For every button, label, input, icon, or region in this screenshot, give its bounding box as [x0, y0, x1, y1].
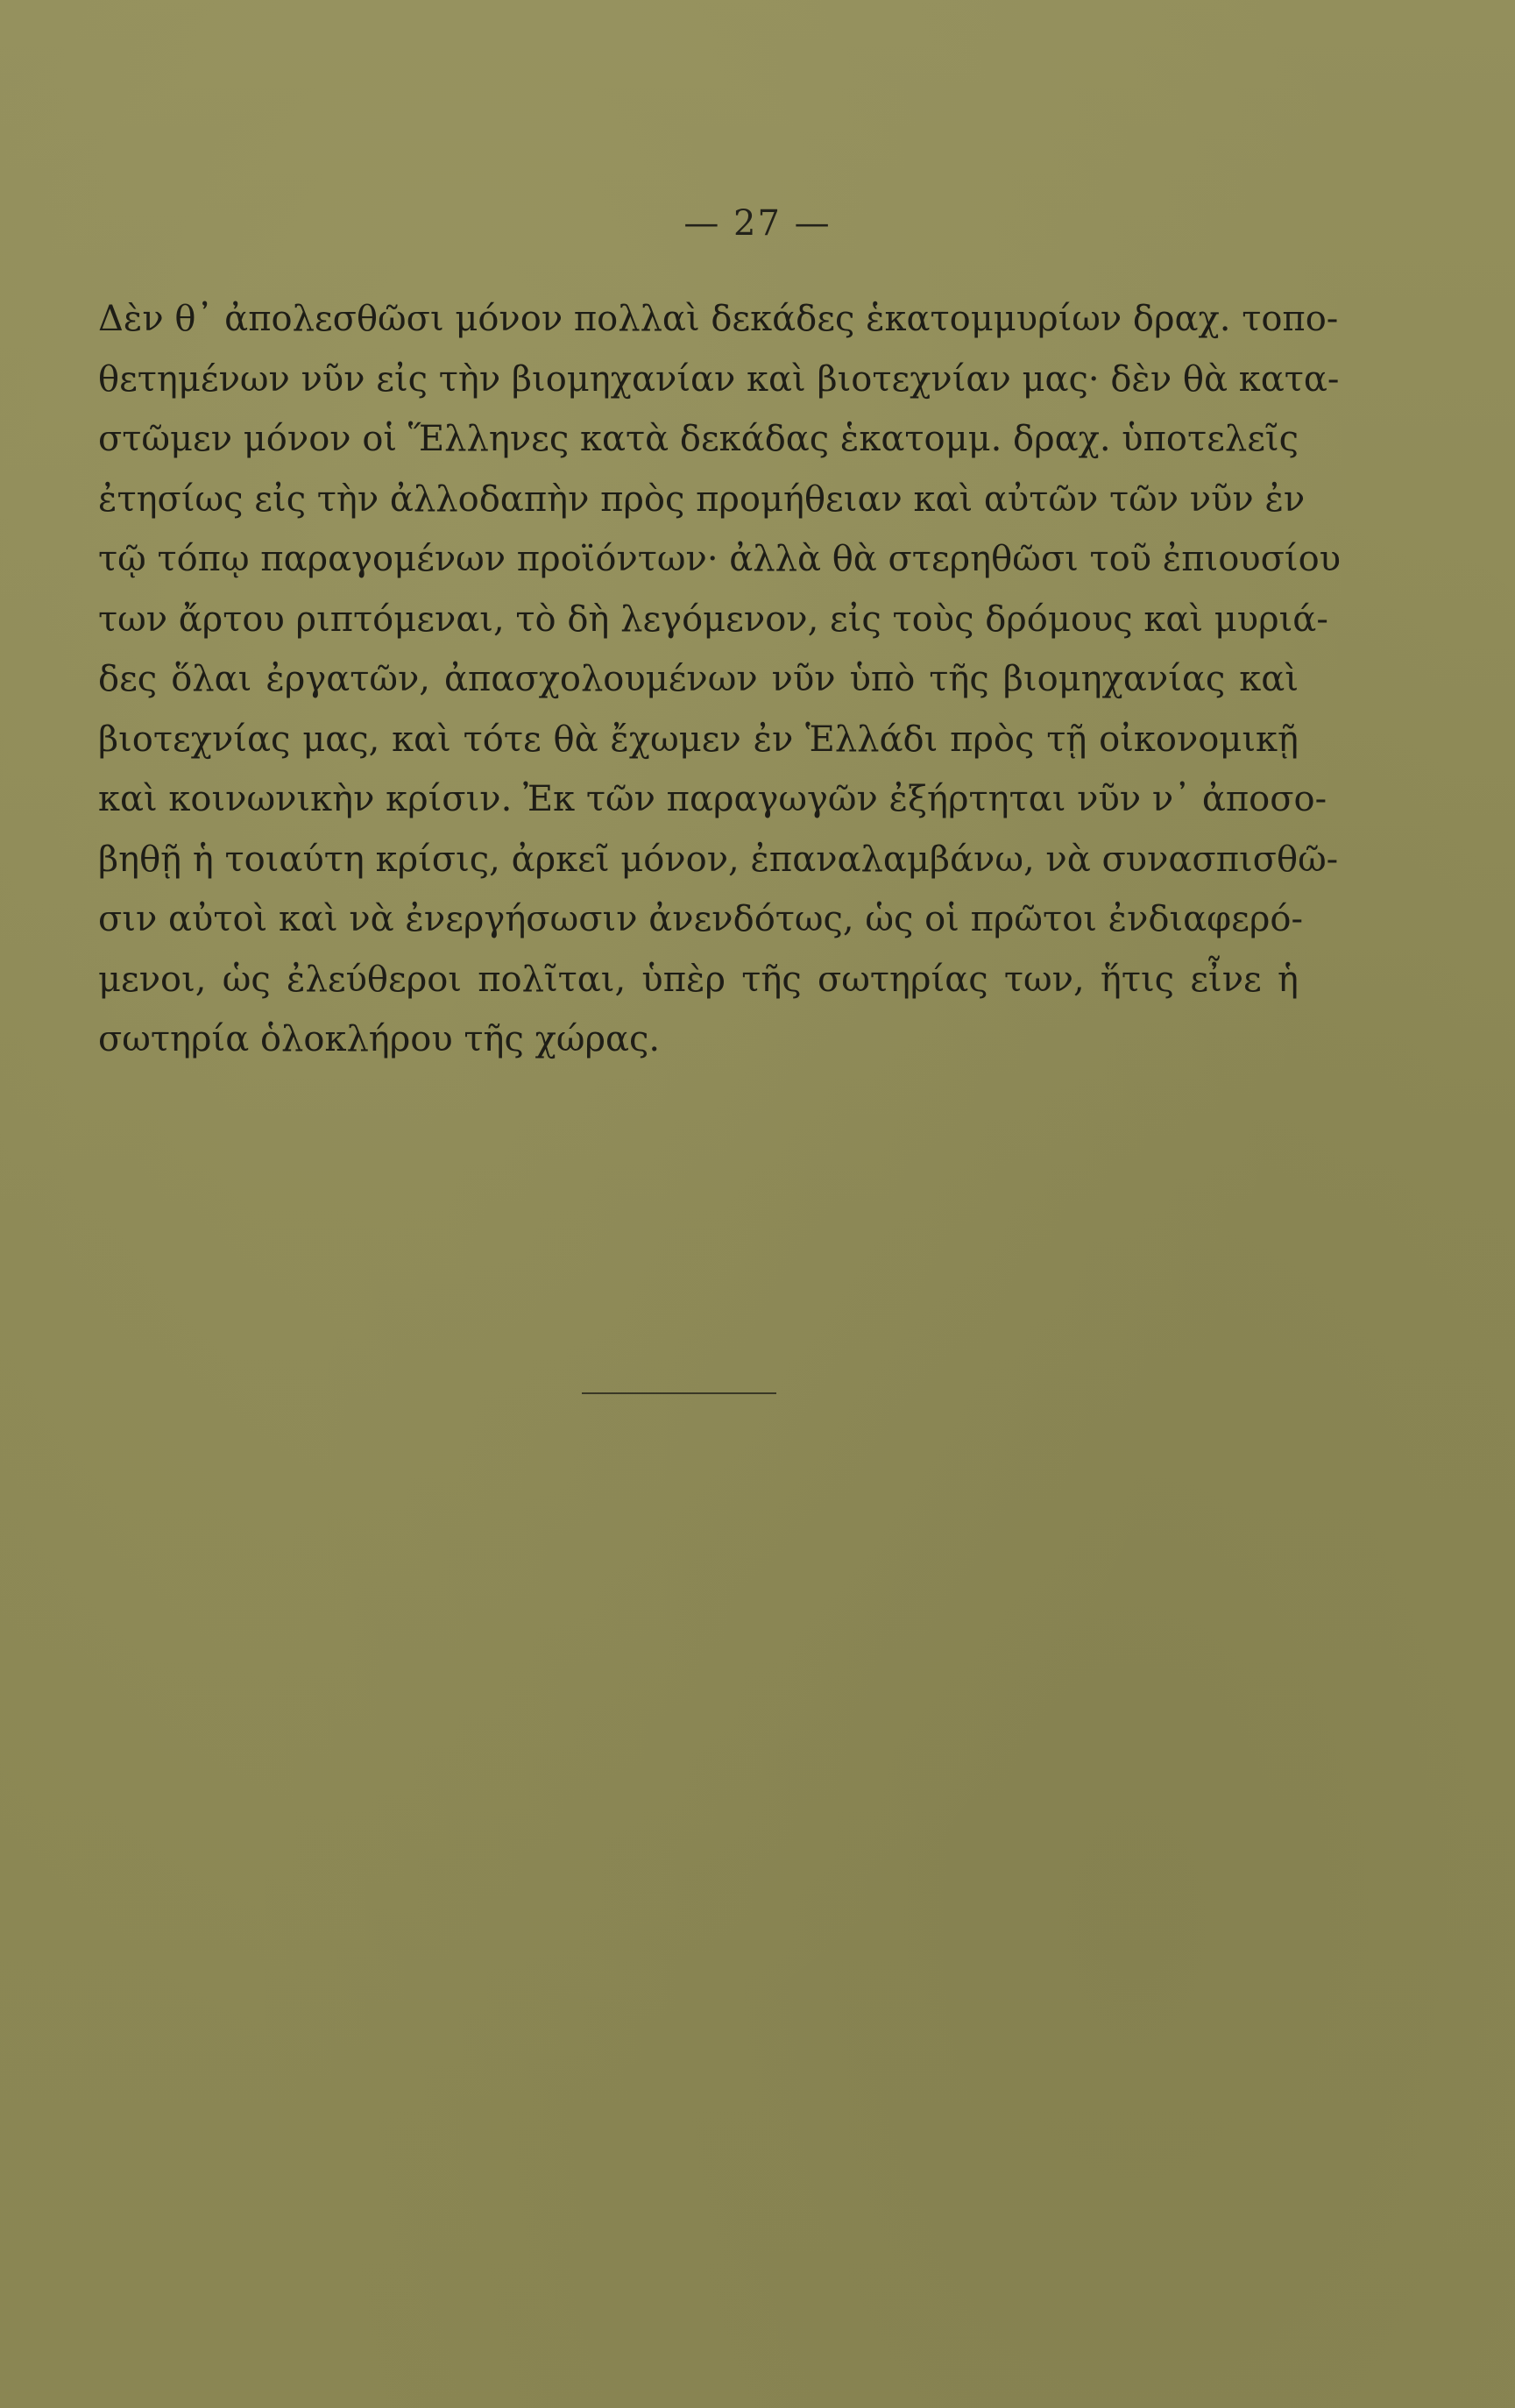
text-line: των ἄρτου ριπτόμεναι, τὸ δὴ λεγόμενον, εἰς τοὺς δρόμους καὶ μυριά-	[98, 598, 1328, 640]
text-line: βηθῇ ἡ τοιαύτη κρίσις, ἀρκεῖ μόνον, ἐπαναλαμβάνω, νὰ συνασπισθῶ-	[98, 839, 1339, 880]
body-paragraph	[98, 289, 1342, 1070]
section-divider-rule	[582, 1392, 776, 1394]
text-line: δες ὅλαι ἐργατῶν, ἀπασχολουμένων νῦν ὑπὸ τῆς βιομηχανίας καὶ	[98, 659, 1299, 699]
text-line: μενοι, ὡς ἐλεύθεροι πολῖται, ὑπὲρ τῆς σωτηρίας των, ἥτις εἶνε ἡ	[98, 959, 1299, 1000]
text-line: τῷ τόπῳ παραγομένων προϊόντων· ἀλλὰ θὰ στερηθῶσι τοῦ ἐπιουσίου	[98, 539, 1342, 579]
text-line: θετημένων νῦν εἰς τὴν βιομηχανίαν καὶ βιοτεχνίαν μας· δὲν θὰ κατα-	[98, 358, 1340, 400]
text-line: σιν αὐτοὶ καὶ νὰ ἐνεργήσωσιν ἀνενδότως, ὡς οἱ πρῶτοι ἐνδιαφερό-	[98, 899, 1303, 939]
page-number: — 27 —	[683, 203, 832, 244]
text-line: βιοτεχνίας μας, καὶ τότε θὰ ἔχωμεν ἐν Ἑλλάδι πρὸς τῇ οἰκονομικῇ	[98, 719, 1299, 760]
text-line: Δὲν θ᾿ ἀπολεσθῶσι μόνον πολλαὶ δεκάδες ἑκατομμυρίων δραχ. τοπο-	[98, 299, 1339, 339]
text-line: καὶ κοινωνικὴν κρίσιν. Ἐκ τῶν παραγωγῶν ἐξήρτηται νῦν ν᾿ ἀποσο-	[98, 779, 1327, 819]
text-line: ἐτησίως εἰς τὴν ἀλλοδαπὴν πρὸς προμήθειαν καὶ αὐτῶν τῶν νῦν ἐν	[98, 478, 1306, 520]
text-line-last: σωτηρία ὁλοκλήρου τῆς χώρας.	[98, 1019, 661, 1059]
text-line: στῶμεν μόνον οἱ Ἕλληνες κατὰ δεκάδας ἑκατομμ. δραχ. ὑποτελεῖς	[98, 419, 1299, 459]
